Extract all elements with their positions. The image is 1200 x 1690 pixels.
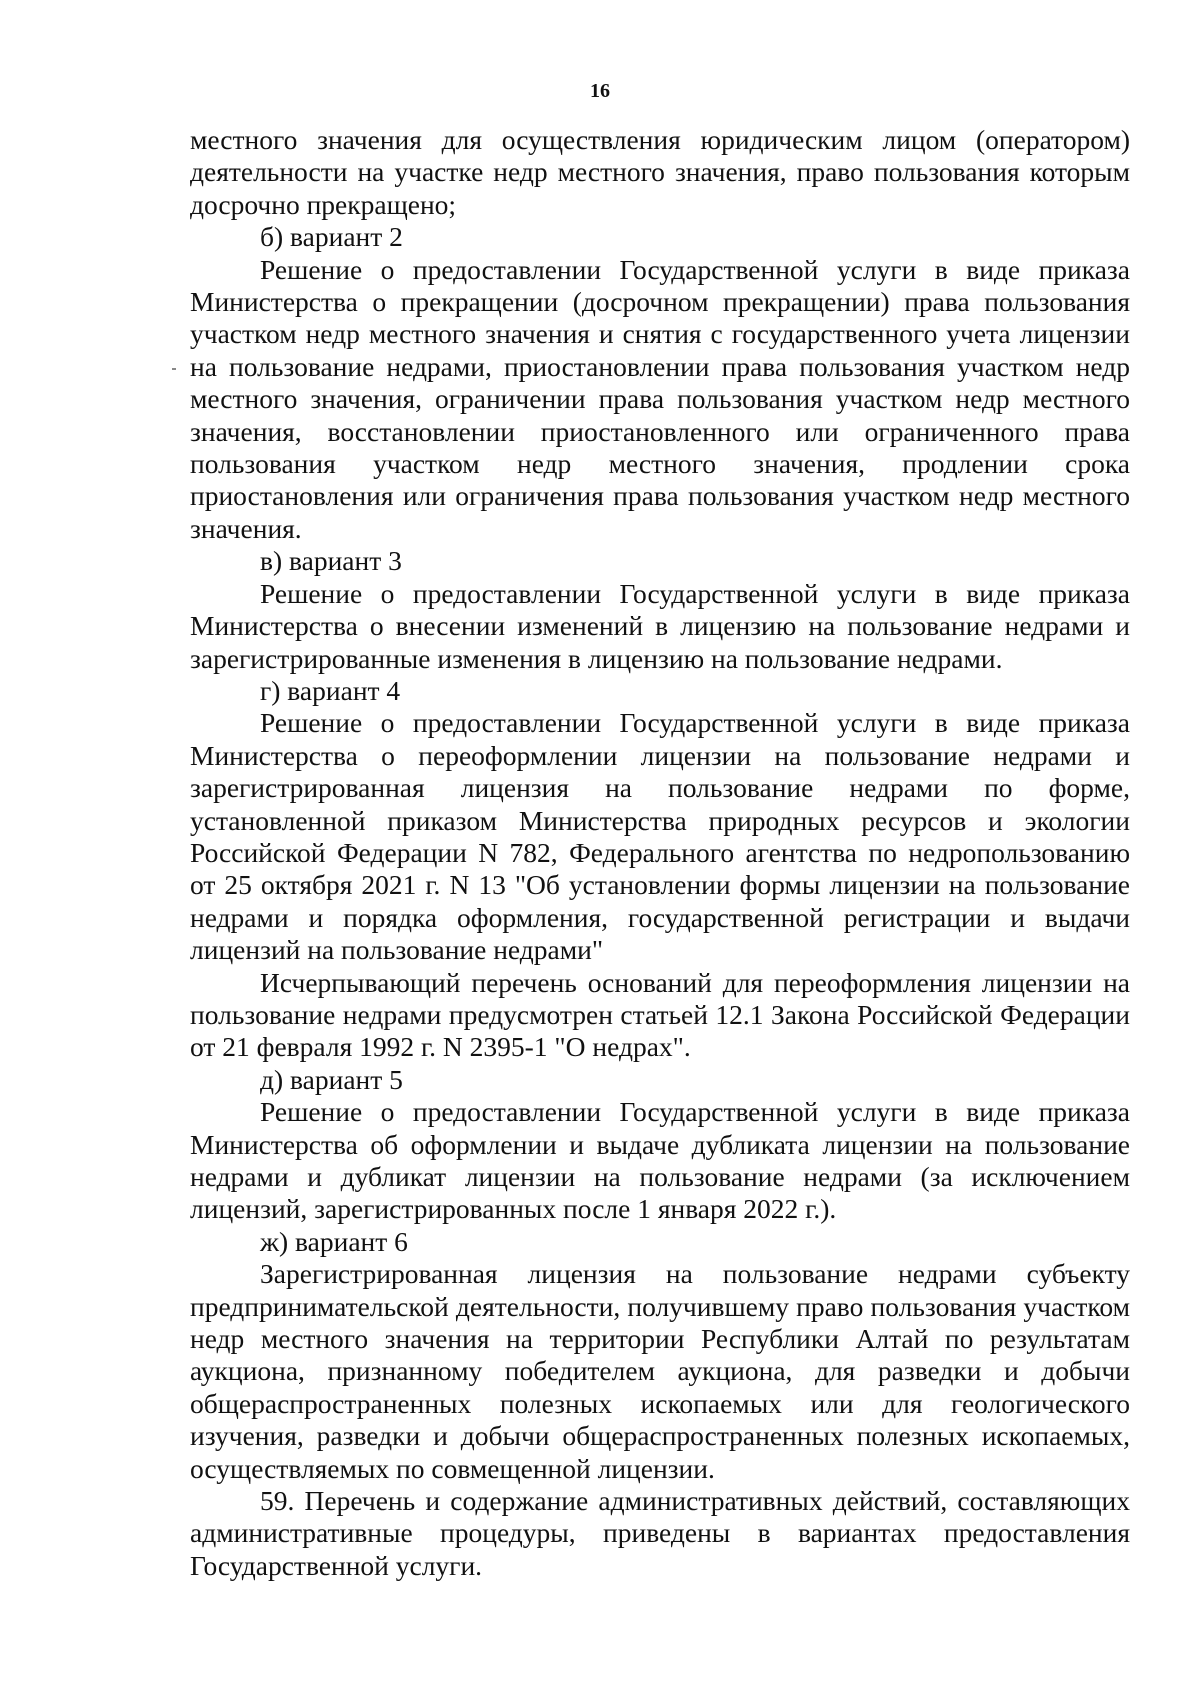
variant-3-heading: в) вариант 3 xyxy=(260,545,402,577)
document-body xyxy=(190,124,1130,1582)
variant-2-heading: б) вариант 2 xyxy=(260,221,403,253)
margin-mark xyxy=(172,368,176,370)
variant-5-text: Решение о предоставлении Государственной услуги в виде приказа Министерства об оформлении и выдаче дубликата лицензии на пользование недрами и дубликат лицензии на пользование недрами (за исключением лицензий, зарегистрированных после 1 января 2022 г.). xyxy=(190,1096,1130,1225)
paragraph-continuation: местного значения для осуществления юридическим лицом (оператором) деятельности на участке недр местного значения, право пользования которым досрочно прекращено; xyxy=(190,124,1130,220)
variant-5-heading: д) вариант 5 xyxy=(260,1063,403,1095)
variant-4-heading: г) вариант 4 xyxy=(260,674,401,706)
variant-6-text: Зарегистрированная лицензия на пользование недрами субъекту предпринимательской деятельности, получившему право пользования участком недр местного значения на территории Республики Алтай по результатам аукциона, признанному победителем аукциона, для разведки и добычи общераспространенных полезных ископаемых или для геологического изучения, разведки и добычи общераспространенных полезных ископаемых, осуществляемых по совмещенной лицензии. xyxy=(190,1258,1130,1484)
variant-3-text: Решение о предоставлении Государственной услуги в виде приказа Министерства о внесении изменений в лицензию на пользование недрами и зарегистрированные изменения в лицензию на пользование недрами. xyxy=(190,577,1130,674)
variant-4-text: Решение о предоставлении Государственной услуги в виде приказа Министерства о переоформлении лицензии на пользование недрами и зарегистрированная лицензия на пользование недрами по форме, установленной приказом Министерства природных ресурсов и экологии Российской Федерации N 782, Федерального агентства по недропользованию от 25 октября 2021 г. N 13 "Об установлении формы лицензии на пользование недрами и порядка оформления, государственной регистрации и выдачи лицензий на пользование недрами" xyxy=(190,707,1130,966)
variant-6-heading: ж) вариант 6 xyxy=(260,1225,408,1257)
variant-2-text: Решение о предоставлении Государственной услуги в виде приказа Министерства о прекращении (досрочном прекращении) права пользования участком недр местного значения и снятия с государственного учета лицензии на пользование недрами, приостановлении права пользования участком недр местного значения, ограничении права пользования участком недр местного значения, восстановлении приостановленного или ограниченного права пользования участком недр местного значения, продлении срока приостановления или ограничения права пользования участком недр местного значения. xyxy=(190,253,1130,544)
clause-59-text: 59. Перечень и содержание административных действий, составляющих административные процедуры, приведены в вариантах предоставления Государственной услуги. xyxy=(190,1485,1130,1581)
variant-4-grounds-text: Исчерпывающий перечень оснований для переоформления лицензии на пользование недрами предусмотрен статьей 12.1 Закона Российской Федерации от 21 февраля 1992 г. N 2395-1 "О недрах". xyxy=(190,966,1130,1063)
page-number: 16 xyxy=(590,80,610,102)
